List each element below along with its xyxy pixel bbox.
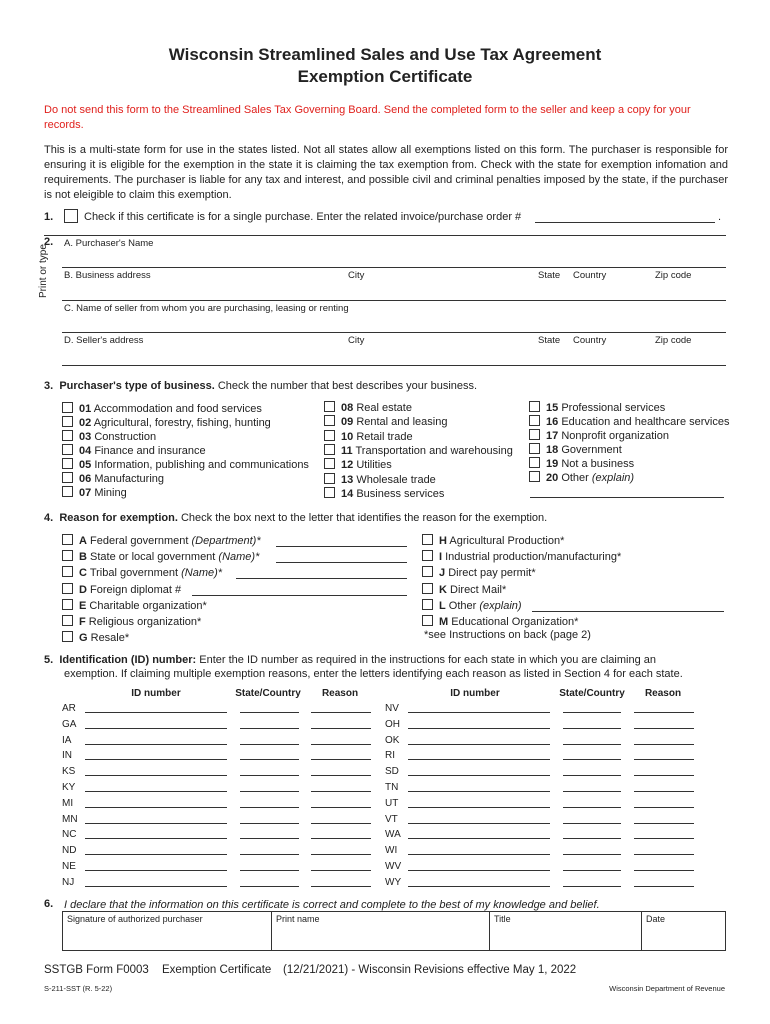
business-type-label: Education and healthcare services bbox=[561, 416, 730, 428]
nc-state-country-field[interactable] bbox=[240, 838, 299, 839]
business-type-label: Government bbox=[561, 444, 622, 456]
ga-state-country-field[interactable] bbox=[240, 728, 299, 729]
reason-e[interactable] bbox=[62, 599, 207, 612]
business-type-checkbox[interactable] bbox=[324, 444, 335, 455]
reason-label: Educational Organization* bbox=[451, 616, 579, 628]
oh-reason-field[interactable] bbox=[634, 728, 694, 729]
ri-reason-field[interactable] bbox=[634, 759, 694, 760]
reason-i[interactable] bbox=[422, 550, 621, 563]
business-type-17[interactable] bbox=[529, 429, 669, 442]
state-ia: IA bbox=[62, 735, 72, 746]
reason-letter: F bbox=[79, 616, 86, 628]
business-type-checkbox[interactable] bbox=[324, 401, 335, 412]
reason-letter: J bbox=[439, 567, 446, 579]
ne-state-country-field[interactable] bbox=[240, 870, 299, 871]
nd-id-number-field[interactable] bbox=[85, 854, 227, 855]
state-sd: SD bbox=[385, 766, 399, 777]
reason-header-right: Reason bbox=[644, 688, 682, 699]
section-1-number: 1. bbox=[44, 211, 54, 223]
nd-state-country-field[interactable] bbox=[240, 854, 299, 855]
seller-country-label: Country bbox=[573, 335, 607, 346]
business-type-label: Agricultural, forestry, fishing, hunting bbox=[93, 417, 271, 429]
business-type-label: Finance and insurance bbox=[94, 445, 206, 457]
form-subtitle: Exemption Certificate bbox=[297, 67, 473, 86]
state-mi: MI bbox=[62, 798, 74, 809]
wv-state-country-field[interactable] bbox=[563, 870, 621, 871]
business-type-10[interactable] bbox=[324, 430, 413, 443]
reason-checkbox[interactable] bbox=[422, 583, 433, 594]
ne-reason-field[interactable] bbox=[311, 870, 371, 871]
nv-state-country-field[interactable] bbox=[563, 712, 621, 713]
ky-id-number-field[interactable] bbox=[85, 791, 227, 792]
reason-b-field[interactable] bbox=[276, 562, 407, 563]
reason-checkbox[interactable] bbox=[62, 583, 73, 594]
section-4-instruction: Check the box next to the letter that identifies the reason for the exemption. bbox=[180, 512, 548, 524]
ks-state-country-field[interactable] bbox=[240, 775, 299, 776]
business-country-label: Country bbox=[573, 270, 607, 281]
business-type-07[interactable] bbox=[62, 486, 127, 499]
business-type-code: 13 bbox=[341, 474, 354, 486]
mi-id-number-field[interactable] bbox=[85, 807, 227, 808]
business-type-04[interactable] bbox=[62, 444, 206, 457]
nv-id-number-field[interactable] bbox=[408, 712, 550, 713]
reason-label: Agricultural Production* bbox=[449, 535, 565, 547]
business-type-05[interactable] bbox=[62, 458, 309, 471]
business-type-label: Mining bbox=[94, 487, 127, 499]
single-purchase-label: Check if this certificate is for a single purchase. Enter the related invoice/purchase order # bbox=[84, 211, 522, 223]
business-type-label: Accommodation and food services bbox=[93, 403, 262, 415]
business-type-checkbox[interactable] bbox=[62, 402, 73, 413]
date-label: Date bbox=[646, 914, 666, 924]
ut-state-country-field[interactable] bbox=[563, 807, 621, 808]
form-code: S-211-SST (R. 5-22) bbox=[44, 984, 113, 993]
wa-state-country-field[interactable] bbox=[563, 838, 621, 839]
wi-reason-field[interactable] bbox=[634, 854, 694, 855]
reason-letter: H bbox=[439, 535, 447, 547]
section-5-instruction-b: exemption. If claiming multiple exemption reasons, enter the letters identifying each reason as listed in Section 4 for each state. bbox=[64, 668, 683, 680]
business-type-code: 01 bbox=[79, 403, 92, 415]
ky-reason-field[interactable] bbox=[311, 791, 371, 792]
state-vt: VT bbox=[385, 814, 398, 825]
ok-reason-field[interactable] bbox=[634, 744, 694, 745]
business-type-checkbox[interactable] bbox=[62, 458, 73, 469]
nj-state-country-field[interactable] bbox=[240, 886, 299, 887]
form-title: Wisconsin Streamlined Sales and Use Tax Agreement bbox=[168, 45, 602, 64]
reason-g[interactable] bbox=[62, 631, 129, 644]
business-type-code: 03 bbox=[79, 431, 92, 443]
reason-extra: (Name)* bbox=[181, 567, 223, 579]
state-ks: KS bbox=[62, 766, 76, 777]
state-wa: WA bbox=[385, 829, 401, 840]
divider bbox=[44, 235, 726, 236]
business-type-label: Construction bbox=[94, 431, 157, 443]
business-type-label: Retail trade bbox=[356, 431, 413, 443]
section-5-instruction-a: Enter the ID number as required in the instructions for each state in which you are claiming an bbox=[199, 654, 657, 666]
other-business-explain-field[interactable] bbox=[530, 497, 724, 498]
oh-id-number-field[interactable] bbox=[408, 728, 550, 729]
business-type-code: 19 bbox=[546, 458, 559, 470]
wa-reason-field[interactable] bbox=[634, 838, 694, 839]
seller-address-label: D. Seller's address bbox=[64, 335, 144, 346]
state-wi: WI bbox=[385, 845, 398, 856]
business-type-checkbox[interactable] bbox=[324, 458, 335, 469]
business-type-label: Real estate bbox=[356, 402, 412, 414]
reason-k[interactable] bbox=[422, 583, 506, 596]
reason-label: Other bbox=[448, 600, 480, 612]
wi-id-number-field[interactable] bbox=[408, 854, 550, 855]
reason-letter: M bbox=[439, 616, 449, 628]
ar-id-number-field[interactable] bbox=[85, 712, 227, 713]
reason-letter: D bbox=[79, 584, 87, 596]
reason-checkbox[interactable] bbox=[422, 534, 433, 545]
ut-id-number-field[interactable] bbox=[408, 807, 550, 808]
purchaser-name-label: A. Purchaser's Name bbox=[64, 238, 154, 249]
section-1-period: . bbox=[718, 211, 722, 223]
business-type-label: Manufacturing bbox=[94, 473, 165, 485]
reason-extra: (explain) bbox=[479, 600, 522, 612]
ar-reason-field[interactable] bbox=[311, 712, 371, 713]
state-nv: NV bbox=[385, 703, 399, 714]
reason-checkbox[interactable] bbox=[62, 599, 73, 610]
business-address-label: B. Business address bbox=[64, 270, 151, 281]
business-type-extra: (explain) bbox=[591, 472, 635, 484]
ia-id-number-field[interactable] bbox=[85, 744, 227, 745]
ks-reason-field[interactable] bbox=[311, 775, 371, 776]
state-ok: OK bbox=[385, 735, 400, 746]
business-type-checkbox[interactable] bbox=[62, 444, 73, 455]
reason-m[interactable] bbox=[422, 615, 578, 628]
sd-reason-field[interactable] bbox=[634, 775, 694, 776]
business-type-code: 05 bbox=[79, 459, 92, 471]
ok-state-country-field[interactable] bbox=[563, 744, 621, 745]
oh-state-country-field[interactable] bbox=[563, 728, 621, 729]
business-type-code: 07 bbox=[79, 487, 92, 499]
reason-label: Foreign diplomat # bbox=[90, 584, 182, 596]
state-ne: NE bbox=[62, 861, 76, 872]
title-field[interactable] bbox=[490, 912, 641, 950]
ga-reason-field[interactable] bbox=[311, 728, 371, 729]
business-type-03[interactable] bbox=[62, 430, 156, 443]
reason-label: Tribal government bbox=[89, 567, 182, 579]
business-type-code: 04 bbox=[79, 445, 92, 457]
section-3-number: 3. bbox=[44, 380, 54, 392]
reason-c[interactable] bbox=[62, 566, 222, 579]
business-type-label: Transportation and warehousing bbox=[355, 445, 513, 457]
business-type-15[interactable] bbox=[529, 401, 665, 414]
wi-state-country-field[interactable] bbox=[563, 854, 621, 855]
reason-h[interactable] bbox=[422, 534, 564, 547]
business-type-19[interactable] bbox=[529, 457, 634, 470]
section-3-title: Purchaser's type of business. bbox=[59, 380, 215, 392]
print-or-type-label: Print or type bbox=[38, 244, 49, 298]
purchaser-name-field[interactable] bbox=[62, 267, 726, 268]
mi-reason-field[interactable] bbox=[311, 807, 371, 808]
print-name-label: Print name bbox=[276, 914, 320, 924]
section-4-heading bbox=[44, 511, 547, 526]
business-type-checkbox[interactable] bbox=[529, 429, 540, 440]
business-type-checkbox[interactable] bbox=[324, 415, 335, 426]
mn-state-country-field[interactable] bbox=[240, 823, 299, 824]
business-type-checkbox[interactable] bbox=[62, 486, 73, 497]
ia-reason-field[interactable] bbox=[311, 744, 371, 745]
id-number-header-right: ID number bbox=[450, 688, 500, 699]
business-type-checkbox[interactable] bbox=[529, 443, 540, 454]
business-type-code: 06 bbox=[79, 473, 92, 485]
seller-state-label: State bbox=[538, 335, 561, 346]
state-country-header-right: State/Country bbox=[559, 688, 625, 699]
ri-id-number-field[interactable] bbox=[408, 759, 550, 760]
business-type-13[interactable] bbox=[324, 473, 436, 486]
business-type-code: 16 bbox=[546, 416, 559, 428]
business-state-label: State bbox=[538, 270, 561, 281]
vt-id-number-field[interactable] bbox=[408, 823, 550, 824]
reason-letter: I bbox=[439, 551, 443, 563]
seller-address-field[interactable] bbox=[62, 365, 726, 366]
business-type-02[interactable] bbox=[62, 416, 271, 429]
wv-id-number-field[interactable] bbox=[408, 870, 550, 871]
business-type-label: Not a business bbox=[561, 458, 635, 470]
reason-checkbox[interactable] bbox=[62, 631, 73, 642]
business-type-code: 18 bbox=[546, 444, 559, 456]
warning-text: Do not send this form to the Streamlined Sales Tax Governing Board. Send the completed form to the seller and keep a copy for your records. bbox=[44, 104, 691, 131]
business-zip-label: Zip code bbox=[655, 270, 692, 281]
state-mn: MN bbox=[62, 814, 78, 825]
seller-name-label: C. Name of seller from whom you are purchasing, leasing or renting bbox=[64, 303, 349, 314]
nj-id-number-field[interactable] bbox=[85, 886, 227, 887]
state-nj: NJ bbox=[62, 877, 75, 888]
business-type-09[interactable] bbox=[324, 415, 447, 428]
reason-letter: B bbox=[79, 551, 87, 563]
business-type-20[interactable] bbox=[529, 471, 634, 484]
instructions-note: *see Instructions on back (page 2) bbox=[424, 629, 591, 641]
section-3-heading bbox=[44, 379, 477, 394]
business-city-label: City bbox=[348, 270, 365, 281]
wy-reason-field[interactable] bbox=[634, 886, 694, 887]
reason-checkbox[interactable] bbox=[62, 550, 73, 561]
reason-label: Federal government bbox=[90, 535, 192, 547]
reason-letter: A bbox=[79, 535, 87, 547]
ia-state-country-field[interactable] bbox=[240, 744, 299, 745]
revision-text: (12/21/2021) - Wisconsin Revisions effective May 1, 2022 bbox=[283, 964, 577, 976]
mn-reason-field[interactable] bbox=[311, 823, 371, 824]
business-type-14[interactable] bbox=[324, 487, 444, 500]
section-4-title: Reason for exemption. bbox=[59, 512, 178, 524]
business-type-code: 15 bbox=[546, 402, 559, 414]
business-type-checkbox[interactable] bbox=[324, 430, 335, 441]
business-type-code: 14 bbox=[341, 488, 354, 500]
reason-checkbox[interactable] bbox=[422, 550, 433, 561]
reason-label: State or local government bbox=[90, 551, 219, 563]
section-5-heading bbox=[44, 653, 656, 668]
nj-reason-field[interactable] bbox=[311, 886, 371, 887]
tn-id-number-field[interactable] bbox=[408, 791, 550, 792]
reason-d[interactable] bbox=[62, 583, 181, 596]
reason-checkbox[interactable] bbox=[62, 566, 73, 577]
mi-state-country-field[interactable] bbox=[240, 807, 299, 808]
reason-f[interactable] bbox=[62, 615, 201, 628]
state-tn: TN bbox=[385, 782, 399, 793]
business-type-label: Business services bbox=[356, 488, 445, 500]
intro-text: This is a multi-state form for use in the states listed. Not all states allow all exemptions listed on this form. The purchaser is responsible for ensuring it is eligible for the exemption in the state it is claiming the tax exemption from. Check with the state for exemption infomation and requirements. The purchaser is liable for any tax and interest, and possible civil and criminal penalties imposed by the state, if the purchaser is not eleigible to claim this exemption. bbox=[44, 144, 728, 201]
reason-checkbox[interactable] bbox=[62, 534, 73, 545]
reason-label: Resale* bbox=[90, 632, 130, 644]
sd-state-country-field[interactable] bbox=[563, 775, 621, 776]
in-state-country-field[interactable] bbox=[240, 759, 299, 760]
state-ky: KY bbox=[62, 782, 76, 793]
reason-b[interactable] bbox=[62, 550, 259, 563]
reason-checkbox[interactable] bbox=[422, 599, 433, 610]
business-type-code: 11 bbox=[341, 445, 353, 457]
reason-c-field[interactable] bbox=[236, 578, 407, 579]
business-type-label: Rental and leasing bbox=[356, 416, 448, 428]
ky-state-country-field[interactable] bbox=[240, 791, 299, 792]
reason-label: Charitable organization* bbox=[89, 600, 207, 612]
business-type-label: Information, publishing and communications bbox=[94, 459, 309, 471]
form-name: Exemption Certificate bbox=[162, 964, 272, 976]
tn-reason-field[interactable] bbox=[634, 791, 694, 792]
wv-reason-field[interactable] bbox=[634, 870, 694, 871]
reason-extra: (Department)* bbox=[191, 535, 261, 547]
declaration-text: I declare that the information on this certificate is correct and complete to the best of my knowledge and belief. bbox=[64, 899, 600, 911]
signature-label: Signature of authorized purchaser bbox=[67, 914, 203, 924]
business-type-checkbox[interactable] bbox=[324, 473, 335, 484]
state-wv: WV bbox=[385, 861, 402, 872]
business-address-field[interactable] bbox=[62, 300, 726, 301]
state-ri: RI bbox=[385, 750, 395, 761]
section-2-number: 2. bbox=[44, 236, 54, 248]
ks-id-number-field[interactable] bbox=[85, 775, 227, 776]
reason-label: Religious organization* bbox=[88, 616, 202, 628]
business-type-18[interactable] bbox=[529, 443, 622, 456]
business-type-code: 10 bbox=[341, 431, 354, 443]
reason-d-field[interactable] bbox=[192, 595, 407, 596]
reason-j[interactable] bbox=[422, 566, 536, 579]
state-nc: NC bbox=[62, 829, 77, 840]
business-type-code: 12 bbox=[341, 459, 354, 471]
business-type-checkbox[interactable] bbox=[62, 472, 73, 483]
section-5-title: Identification (ID) number: bbox=[59, 654, 197, 666]
reason-extra: (Name)* bbox=[218, 551, 260, 563]
business-type-06[interactable] bbox=[62, 472, 164, 485]
reason-letter: G bbox=[79, 632, 88, 644]
state-wy: WY bbox=[385, 877, 402, 888]
id-number-header-left: ID number bbox=[131, 688, 181, 699]
ne-id-number-field[interactable] bbox=[85, 870, 227, 871]
business-type-checkbox[interactable] bbox=[529, 401, 540, 412]
seller-zip-label: Zip code bbox=[655, 335, 692, 346]
business-type-label: Utilities bbox=[356, 459, 392, 471]
in-reason-field[interactable] bbox=[311, 759, 371, 760]
reason-label: Industrial production/manufacturing* bbox=[445, 551, 622, 563]
business-type-code: 20 bbox=[546, 472, 559, 484]
seller-name-field[interactable] bbox=[62, 332, 726, 333]
business-type-code: 17 bbox=[546, 430, 559, 442]
business-type-label: Professional services bbox=[561, 402, 666, 414]
state-oh: OH bbox=[385, 719, 400, 730]
reason-a[interactable] bbox=[62, 534, 261, 547]
nd-reason-field[interactable] bbox=[311, 854, 371, 855]
state-in: IN bbox=[62, 750, 72, 761]
business-type-checkbox[interactable] bbox=[529, 457, 540, 468]
reason-letter: C bbox=[79, 567, 87, 579]
ri-state-country-field[interactable] bbox=[563, 759, 621, 760]
business-type-code: 08 bbox=[341, 402, 354, 414]
wy-state-country-field[interactable] bbox=[563, 886, 621, 887]
single-purchase-checkbox[interactable] bbox=[64, 209, 78, 223]
business-type-label: Nonprofit organization bbox=[561, 430, 669, 442]
sd-id-number-field[interactable] bbox=[408, 775, 550, 776]
ar-state-country-field[interactable] bbox=[240, 712, 299, 713]
reason-l-explain-field[interactable] bbox=[532, 611, 724, 612]
state-ut: UT bbox=[385, 798, 399, 809]
business-type-08[interactable] bbox=[324, 401, 412, 414]
vt-reason-field[interactable] bbox=[634, 823, 694, 824]
business-type-label: Wholesale trade bbox=[356, 474, 436, 486]
state-nd: ND bbox=[62, 845, 77, 856]
business-type-label: Other bbox=[561, 472, 592, 484]
business-type-01[interactable] bbox=[62, 402, 262, 415]
reason-letter: L bbox=[439, 600, 446, 612]
business-type-11[interactable] bbox=[324, 444, 513, 457]
nv-reason-field[interactable] bbox=[634, 712, 694, 713]
ga-id-number-field[interactable] bbox=[85, 728, 227, 729]
business-type-checkbox[interactable] bbox=[529, 471, 540, 482]
state-ga: GA bbox=[62, 719, 77, 730]
section-3-instruction: Check the number that best describes your business. bbox=[217, 380, 478, 392]
vt-state-country-field[interactable] bbox=[563, 823, 621, 824]
reason-letter: K bbox=[439, 584, 447, 596]
in-id-number-field[interactable] bbox=[85, 759, 227, 760]
reason-label: Direct pay permit* bbox=[448, 567, 536, 579]
reason-checkbox[interactable] bbox=[422, 615, 433, 626]
reason-header-left: Reason bbox=[321, 688, 359, 699]
tn-state-country-field[interactable] bbox=[563, 791, 621, 792]
business-type-code: 09 bbox=[341, 416, 354, 428]
reason-letter: E bbox=[79, 600, 87, 612]
section-6-number: 6. bbox=[44, 898, 54, 910]
business-type-16[interactable] bbox=[529, 415, 729, 428]
state-country-header-left: State/Country bbox=[235, 688, 301, 699]
seller-city-label: City bbox=[348, 335, 365, 346]
nc-reason-field[interactable] bbox=[311, 838, 371, 839]
section-5-number: 5. bbox=[44, 654, 54, 666]
mn-id-number-field[interactable] bbox=[85, 823, 227, 824]
business-type-checkbox[interactable] bbox=[62, 416, 73, 427]
business-type-code: 02 bbox=[79, 417, 92, 429]
wy-id-number-field[interactable] bbox=[408, 886, 550, 887]
form-id: SSTGB Form F0003 bbox=[44, 964, 149, 976]
section-4-number: 4. bbox=[44, 512, 54, 524]
reason-label: Direct Mail* bbox=[450, 584, 507, 596]
reason-a-field[interactable] bbox=[276, 546, 407, 547]
department-name: Wisconsin Department of Revenue bbox=[609, 984, 725, 993]
wa-id-number-field[interactable] bbox=[408, 838, 550, 839]
reason-checkbox[interactable] bbox=[62, 615, 73, 626]
reason-l[interactable] bbox=[422, 599, 522, 612]
reason-checkbox[interactable] bbox=[422, 566, 433, 577]
business-type-checkbox[interactable] bbox=[529, 415, 540, 426]
ok-id-number-field[interactable] bbox=[408, 744, 550, 745]
title-label: Title bbox=[494, 914, 511, 924]
business-type-12[interactable] bbox=[324, 458, 392, 471]
ut-reason-field[interactable] bbox=[634, 807, 694, 808]
state-ar: AR bbox=[62, 703, 76, 714]
business-type-checkbox[interactable] bbox=[62, 430, 73, 441]
business-type-checkbox[interactable] bbox=[324, 487, 335, 498]
nc-id-number-field[interactable] bbox=[85, 838, 227, 839]
invoice-number-field[interactable] bbox=[535, 222, 715, 223]
